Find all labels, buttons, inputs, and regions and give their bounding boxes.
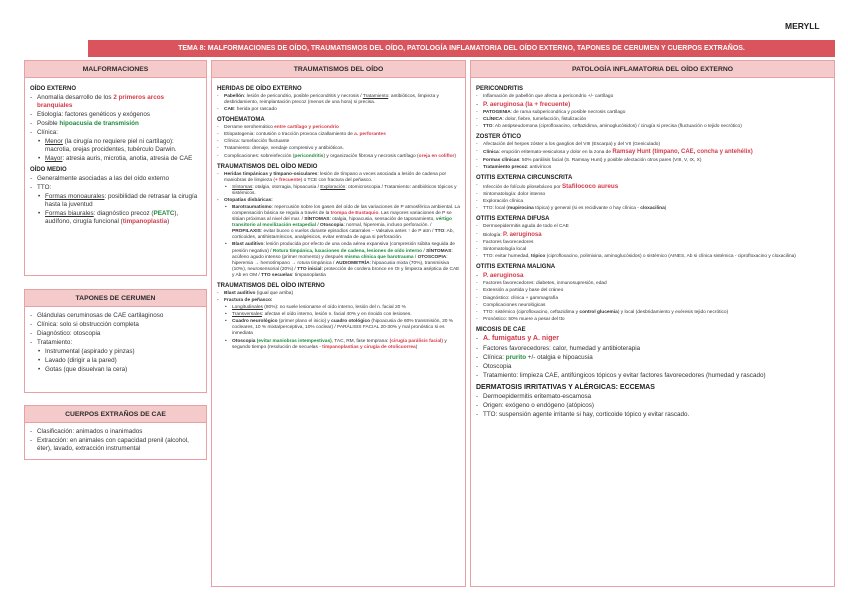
- list-item: - Tratamiento:: [30, 339, 201, 347]
- list-item: - Tratamiento: limpieza CAE, antifúngicos tópicos y evitar factores favorecedores (humedad y rascado): [476, 372, 829, 380]
- patologia-panel: [470, 60, 835, 587]
- cuerpos-extranos-header: CUERPOS EXTRAÑOS DE CAE: [25, 406, 206, 423]
- list-item: - Derrame serohemático entre cartílago y pericondrio: [217, 125, 460, 131]
- list-item: - Diagnóstico: otoscopia: [30, 330, 201, 338]
- list-item: - Diagnóstico: clínica + gammagrafía: [476, 296, 829, 302]
- list-item: • Lavado (dirigir a la pared): [38, 357, 201, 365]
- list-item: - Factores favorecedores: calor, humedad y antibioterapia: [476, 345, 829, 353]
- list-item: - Clínica: tumefacción fluctuante: [217, 139, 460, 145]
- list-item: - Posible hipoacusia de transmisión: [30, 120, 201, 128]
- section-title: OTITIS EXTERNA DIFUSA: [476, 216, 550, 223]
- section-title: DERMATOSIS IRRITATIVAS Y ALÉRGICAS: ECCEMAS: [476, 383, 655, 391]
- list-item: - Heridas timpánicas y tímpano-osiculares: lesión de tímpano a veces asociada a lesión de cadena por maniobras de limpieza (+ frecuente) o TCE con fractura del peñasco.: [217, 172, 460, 184]
- traumatismos-panel: [211, 60, 466, 587]
- list-item: • Transversales: afectan el oído interno, lesión n. facial 40% y en rinoido con lesiones.: [225, 312, 460, 318]
- list-item: - Extensión a partida y base del cráneo: [476, 288, 829, 294]
- list-item: - Clínica: solo si obstrucción completa: [30, 321, 201, 329]
- list-item: • Barotraumatismo: repercusión sobre los gases del oído de las variaciones de P atmosférica ambiental. La compensación básica se regula a través de la trompa de Eustaquio. Las mayores variaciones de P se sitúan próximas al nivel del mar. / SÍNTOMAS: otalgia, hipoacusia, sensación de taponamiento, vértigo transitorio al movilización estapedial / Otoscopia: normal, hiperemia, incluso perforación. / PROFILAXIS: evitar buceo o vuelos durante episodios catarrales – Valsalva antes ↑ de P atm / TTO: Ab, corticoides, antihistamínicos, analgésicos, evitar entrada de agua si perforación.: [225, 205, 460, 241]
- list-item: - TTO:: [30, 184, 201, 192]
- list-item: - TTO: local (mupirocina tópica) y general (si es recidivante o hay clínica - cloxacilina): [476, 206, 829, 212]
- malformaciones-header: MALFORMACIONES: [25, 61, 206, 78]
- list-item: - Factores favorecedores: diabetes, inmunosupresión, edad: [476, 281, 829, 287]
- cuerpos-extranos-panel: [24, 405, 207, 460]
- patologia-header: PATOLOGÍA INFLAMATORIA DEL OÍDO EXTERNO: [471, 61, 834, 78]
- list-item: - A. fumigatus y A. niger: [476, 335, 829, 344]
- list-item: - TTO: evitar humedad, tópico (ciprofloxacino, polimixina, aminoglucósidos) o sistémico (AINES, Ab si clínica sistémica - ciprofloxacino y cloxacilina): [476, 254, 829, 260]
- list-item: - Pronóstico: 50% muere a pesar del tto: [476, 317, 829, 323]
- brand-label: MERYLL: [785, 21, 820, 31]
- list-item: • Cuadro neurológico (primer plano el inicio) y cuadro otológico (hipoacusia de 60% transmisión, 20 % cocleares, 10 % mixta/perceptiva, 10% coclear) / PARÁLISIS FACIAL 20-30% y mal pronóstico si es inmediata: [225, 319, 460, 337]
- list-item: - Clínica: prurito +/- otalgia e hipoacusia: [476, 354, 829, 362]
- list-item: - TTO: sistémico (ciprofloxacino, ceftazidima y control glucemia) y local (desbridamiento y exéresis tejido necrótico): [476, 310, 829, 316]
- list-item: • Instrumental (aspirado y pinzas): [38, 348, 201, 356]
- list-item: • Menor (la cirugía no requiere piel ni cartílago): macrotia, orejas procidentes, tubérculo Darwin.: [38, 138, 201, 154]
- list-item: - CLÍNICA: dolor, fiebre, tumefacción, fistulización: [476, 117, 829, 123]
- list-item: - P. aeruginosa: [476, 272, 829, 280]
- list-item: • Otoscopia (evitar maniobras intempestivas), TAC, RM, fase temprana: (cirugía parálisis facial) y segundo tiempo (resolución de secuelas - timpanoplastias y cirugía de otolicuorrea): [225, 339, 460, 351]
- list-item: - Etiopatogenia: contusión o tracción provoca cizallamiento de a. perforantes: [217, 132, 460, 138]
- list-item: - Fractura de peñasco:: [217, 298, 460, 304]
- list-item: • Síntomas: otalgia, otorragia, hipoacusia / Exploración: otomicroscopia / Tratamiento: antibióticos tópicos y sistémicos.: [225, 185, 460, 197]
- list-item: - Clasificación: animados o inanimados: [30, 428, 201, 436]
- list-item: - Tratamiento: drenaje, vendaje compresivo y antibióticos.: [217, 146, 460, 152]
- list-item: - Pabellón: lesión de pericondrio, posible pericondritis y necrosis / Tratamiento: antibióticos, limpieza y desbridamiento, reimplantación precoz (menos de una hora) si precisa.: [217, 94, 460, 106]
- list-item: - P. aeruginosa (la + frecuente): [476, 101, 829, 109]
- section-title: OTOHEMATOMA: [217, 117, 265, 124]
- malformaciones-panel: [24, 60, 207, 276]
- list-item: - Formas clínicas: 50% parálisis facial (S. Ramsay Hunt) y posible afectación otros pares (VIII, V, IX, X): [476, 158, 829, 164]
- list-item: - Clínica: erupción eritemato-vesiculosa y dolor en la zona de Ramsay Hunt (tímpano, CAE, concha y antehélix): [476, 149, 829, 157]
- list-item: - Anomalía desarrollo de los 2 primeros arcos branquiales: [30, 94, 201, 110]
- list-item: - Sintomatología local: [476, 247, 829, 253]
- list-item: - Complicaciones: sobreinfección (pericondritis) y organización fibrosa y necrosis cartílago (oreja en coliflor): [217, 154, 460, 160]
- list-item: • Blast auditivo: lesión producida por efecto de una onda aérea expansiva (compresión súbita seguida de presión negativa) / Rotura timpánica, luxaciones de cadena, lesiones de oído interno / SÍNTOMAS: acúfeno agudo intenso (primer momento) y después misma clínica que barotrauma / OTOSCOPIA: hiperemia → hemotímpano → rotura timpánica / AUDIOMETRÍA: hipoacusia mixta (70%), transmisiva (10%), neurosensorial (20%) / TTO inicial: protección de cordera bronce en OI y limpieza aséptica de CAE y Ab en OM / TTO secuelas: timpanoplastia: [225, 242, 460, 278]
- tapones-panel: [24, 289, 207, 393]
- section-title: OÍDO EXTERNO: [30, 86, 77, 92]
- list-item: - TTO: Ab antipseudomona (ciprofloxacino, ceftazidima, aminoglucósidos) / cirugía si precisa (fluctuación o tejido necrótico): [476, 124, 829, 130]
- list-item: - Factores favorecedores: [476, 240, 829, 246]
- list-item: - Dermoepidermitis eritemato-escamosa: [476, 393, 829, 401]
- list-item: - Otoscopia: [476, 363, 829, 371]
- section-title: OÍDO MEDIO: [30, 166, 67, 173]
- section-title: OTITIS EXTERNA MALIGNA: [476, 264, 556, 271]
- list-item: • Mayor: atresia auris, microtia, anotia, atresia de CAE: [38, 155, 201, 163]
- list-item: - Glándulas ceruminosas de CAE cartilaginoso: [30, 312, 201, 320]
- list-item: - Tratamiento precoz: antivíricos: [476, 165, 829, 171]
- list-item: - Etiología: factores genéticos y exógenos: [30, 111, 201, 119]
- list-item: - Afectación del herpes zóster a los ganglios del VIII (Escarpa) y del VII (Geniculado): [476, 142, 829, 148]
- traumatismos-header: TRAUMATISMOS DEL OÍDO: [212, 61, 465, 78]
- list-item: - CAE: herida por rascado: [217, 107, 460, 113]
- section-title: ZOSTER ÓTICO: [476, 134, 521, 141]
- list-item: - Blast auditivo (igual que arriba): [217, 291, 460, 297]
- list-item: - Exploración clínica: [476, 199, 829, 205]
- list-item: • Formas monoaurales: posibilidad de retrasar la cirugía hasta la juventud: [38, 193, 201, 209]
- list-item: - Extracción: en animales con capacidad prenil (alcohol, éter), lavado, extracción instrumental: [30, 437, 201, 453]
- list-item: - Complicaciones neurológicas: [476, 303, 829, 309]
- list-item: - Origen: exógeno o endógeno (atópicos): [476, 402, 829, 410]
- list-item: • Formas biaurales: diagnóstico precoz (PEATC), audífono, cirugía funcional (timpanoplastia): [38, 210, 201, 226]
- section-title: TRAUMATISMOS DEL OÍDO INTERNO: [217, 282, 325, 289]
- page-title: TEMA 8: MALFORMACIONES DE OÍDO, TRAUMATISMOS DEL OÍDO, PATOLOGÍA INFLAMATORIA DEL OÍDO EXTERNO, TAPONES DE CERUMEN Y CUERPOS EXTRAÑOS.: [88, 40, 835, 57]
- list-item: - Biología: P. aeruginosa: [476, 232, 829, 240]
- list-item: - Sintomatología: dolor intenso: [476, 192, 829, 198]
- list-item: • Gotas (que disuelvan la cera): [38, 366, 201, 374]
- list-item: - PATOGENIA: de rama subpericondrica y posible necrosis cartílago: [476, 110, 829, 116]
- list-item: - Infección de folículo pilosebáceo por Stafilococo aureus: [476, 183, 829, 191]
- section-title: HERIDAS DE OÍDO EXTERNO: [217, 86, 302, 92]
- section-title: TRAUMATISMOS DEL OÍDO MEDIO: [217, 163, 318, 170]
- list-item: • Longitudinales (80%): no suele lesionarse el oído interno, lesión del n. facial 20 %: [225, 305, 460, 311]
- list-item: - Dermoepidermitis aguda de todo el CAE: [476, 224, 829, 230]
- section-title: OTITIS EXTERNA CIRCUNSCRITA: [476, 175, 573, 182]
- list-item: - Clínica:: [30, 129, 201, 137]
- section-title: PERICONDRITIS: [476, 86, 524, 92]
- list-item: - Generalmente asociadas a las del oído externo: [30, 175, 201, 183]
- list-item: - Inflamación de pabellón que afecta a pericondrio +/- cartílago: [476, 94, 829, 100]
- section-title: MICOSIS DE CAE: [476, 326, 526, 333]
- tapones-header: TAPONES DE CERUMEN: [25, 290, 206, 307]
- list-item: - Otopatías disbáricas:: [217, 198, 460, 204]
- list-item: - TTO: suspensión agente irritante si hay, corticoide tópico y evitar rascado.: [476, 411, 829, 419]
